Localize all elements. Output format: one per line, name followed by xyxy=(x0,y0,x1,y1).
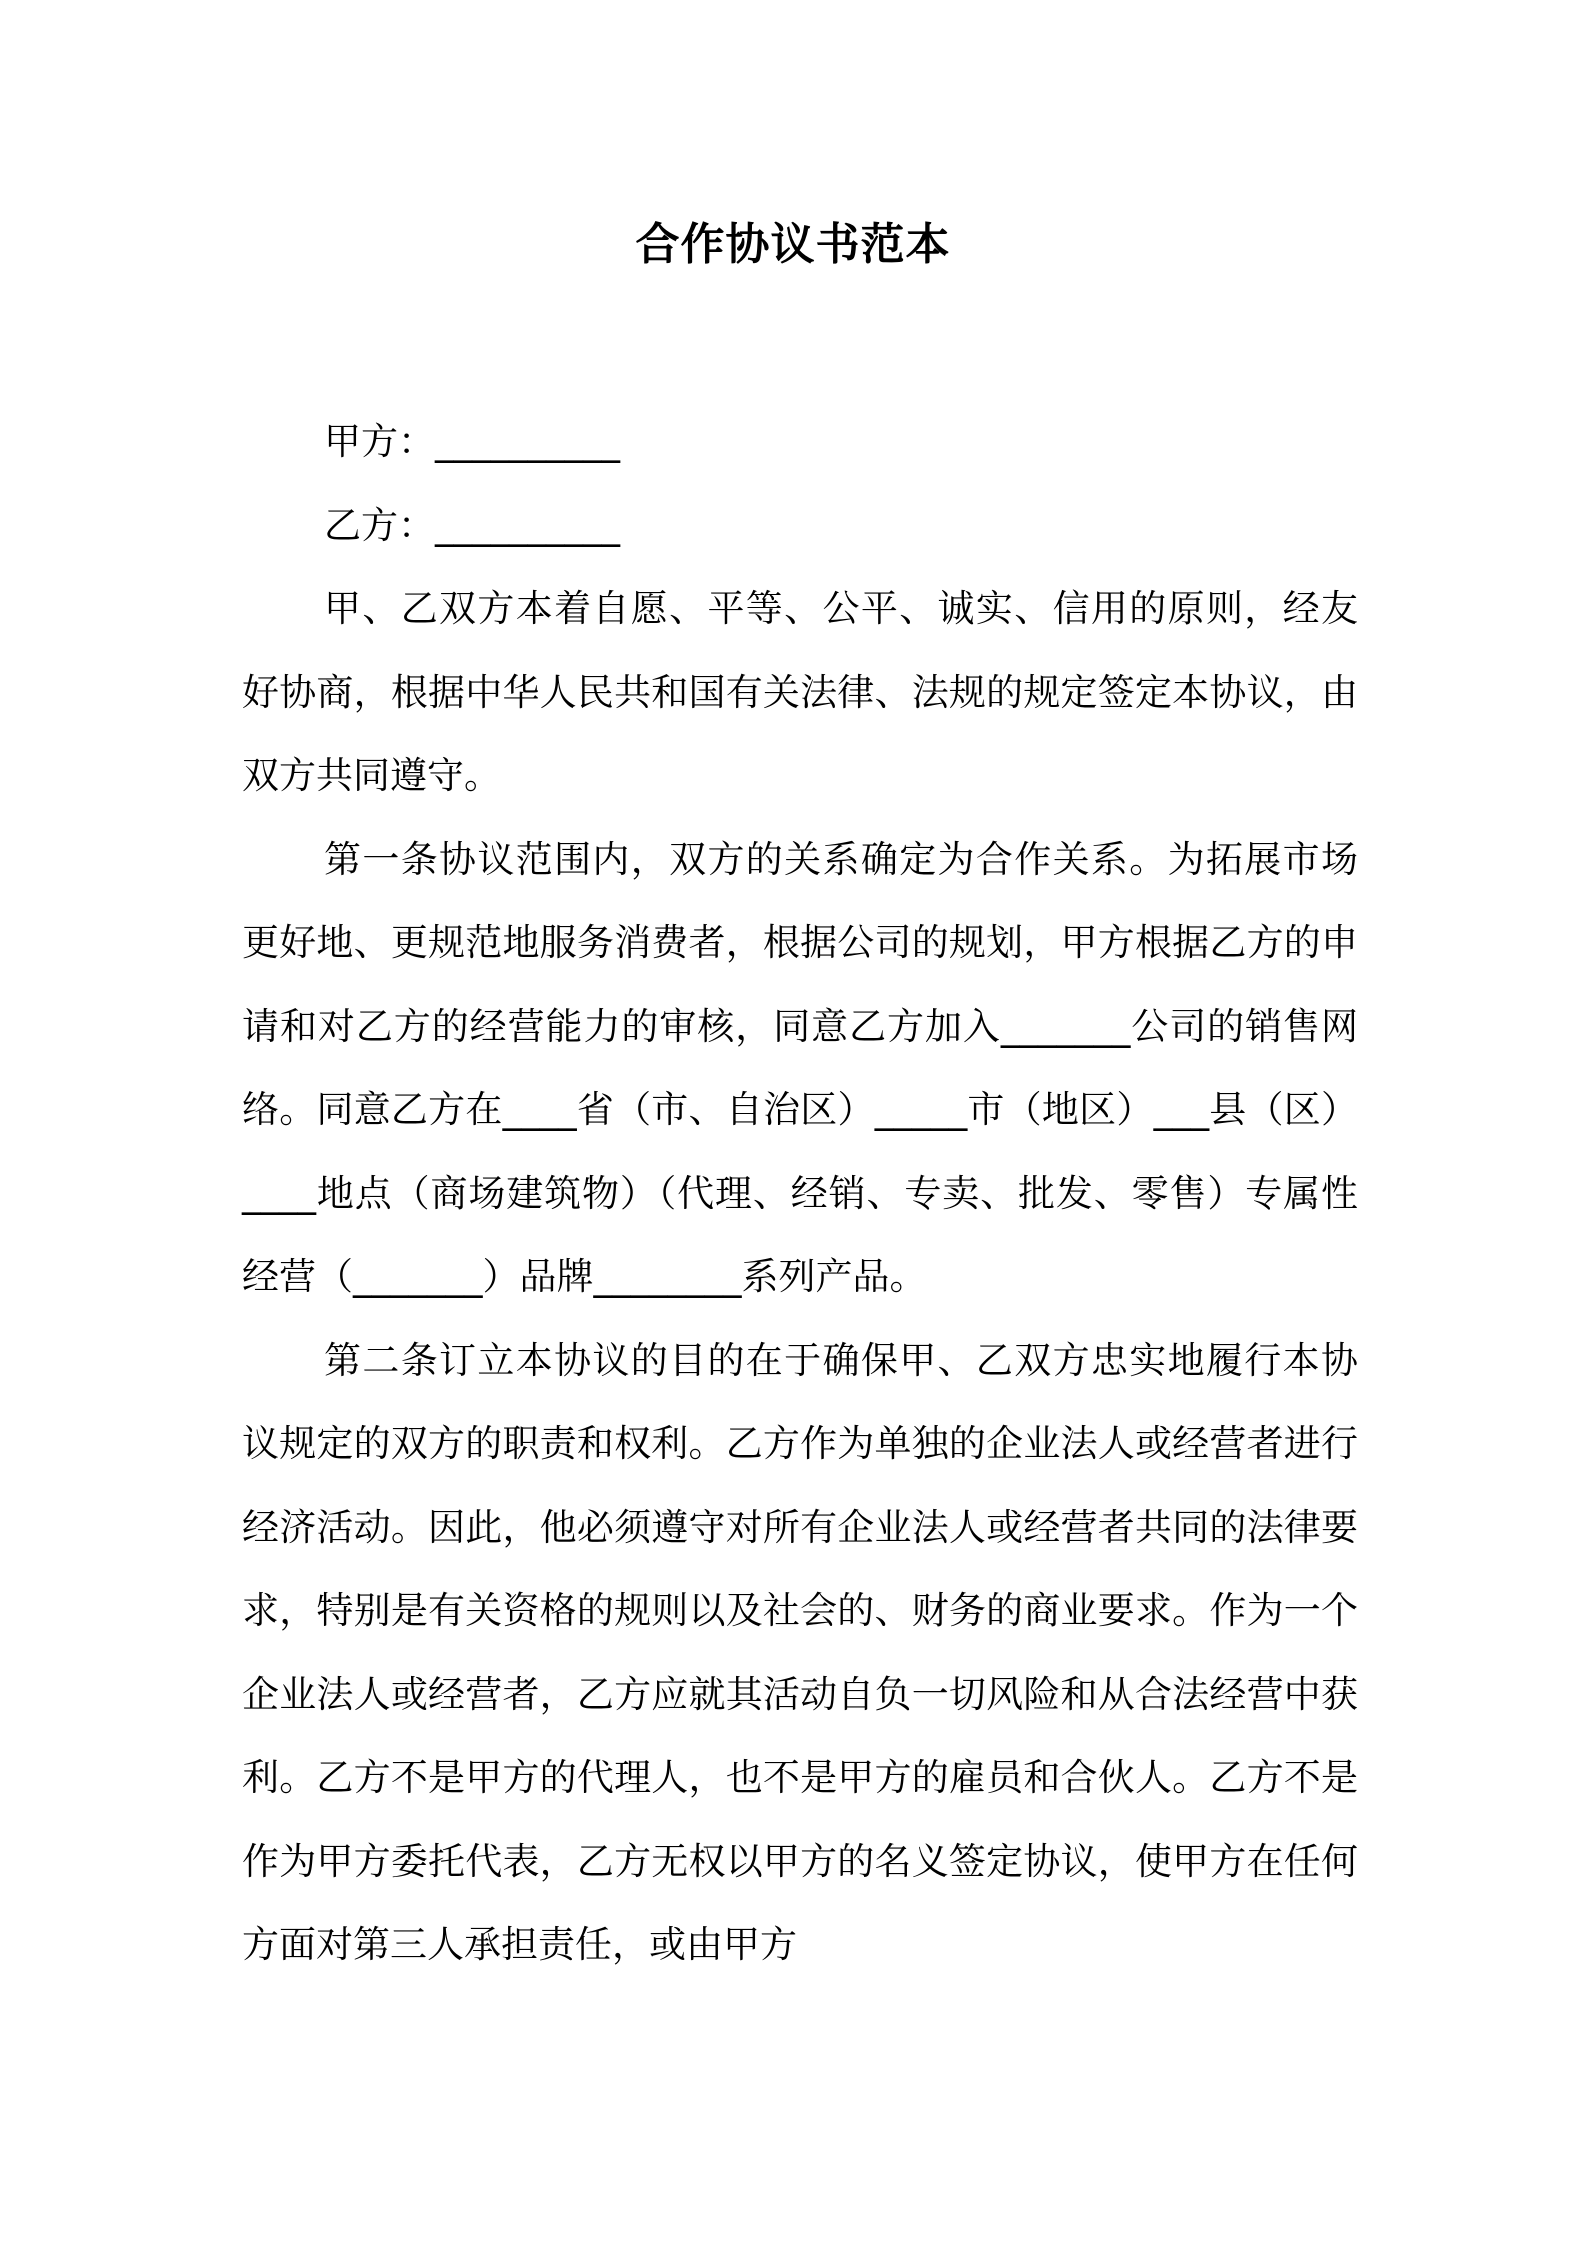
party-a-line: 甲方：__________ xyxy=(324,420,620,463)
preamble-paragraph: 甲、乙双方本着自愿、平等、公平、诚实、信用的原则，经友好协商，根据中华人民共和国有关法律、法规的规定签定本协议，由双方共同遵守。 xyxy=(242,587,1358,797)
party-b-line: 乙方：__________ xyxy=(324,503,620,547)
document-title: 合作协议书范本 xyxy=(635,219,951,270)
document-body xyxy=(242,400,1358,1987)
article-2-paragraph: 第二条订立本协议的目的在于确保甲、乙双方忠实地履行本协议规定的双方的职责和权利。乙方作为单独的企业法人或经营者进行经济活动。因此，他必须遵守对所有企业法人或经营者共同的法律要求，特别是有关资格的规则以及社会的、财务的商业要求。作为一个企业法人或经营者，乙方应就其活动自负一切风险和从合法经营中获利。乙方不是甲方的代理人，也不是甲方的雇员和合伙人。乙方不是作为甲方委托代表，乙方无权以甲方的名义签定协议，使甲方在任何方面对第三人承担责任，或由甲方 xyxy=(242,1338,1358,1966)
article-1-paragraph: 第一条协议范围内，双方的关系确定为合作关系。为拓展市场更好地、更规范地服务消费者，根据公司的规划，甲方根据乙方的申请和对乙方的经营能力的审核，同意乙方加入_______公司的销售网络。同意乙方在____省（市、自治区）_____市（地区）___县（区）____地点（商场建筑物）（代理、经销、专卖、批发、零售）专属性经营（_______）品牌________系列产品。 xyxy=(242,837,1358,1298)
